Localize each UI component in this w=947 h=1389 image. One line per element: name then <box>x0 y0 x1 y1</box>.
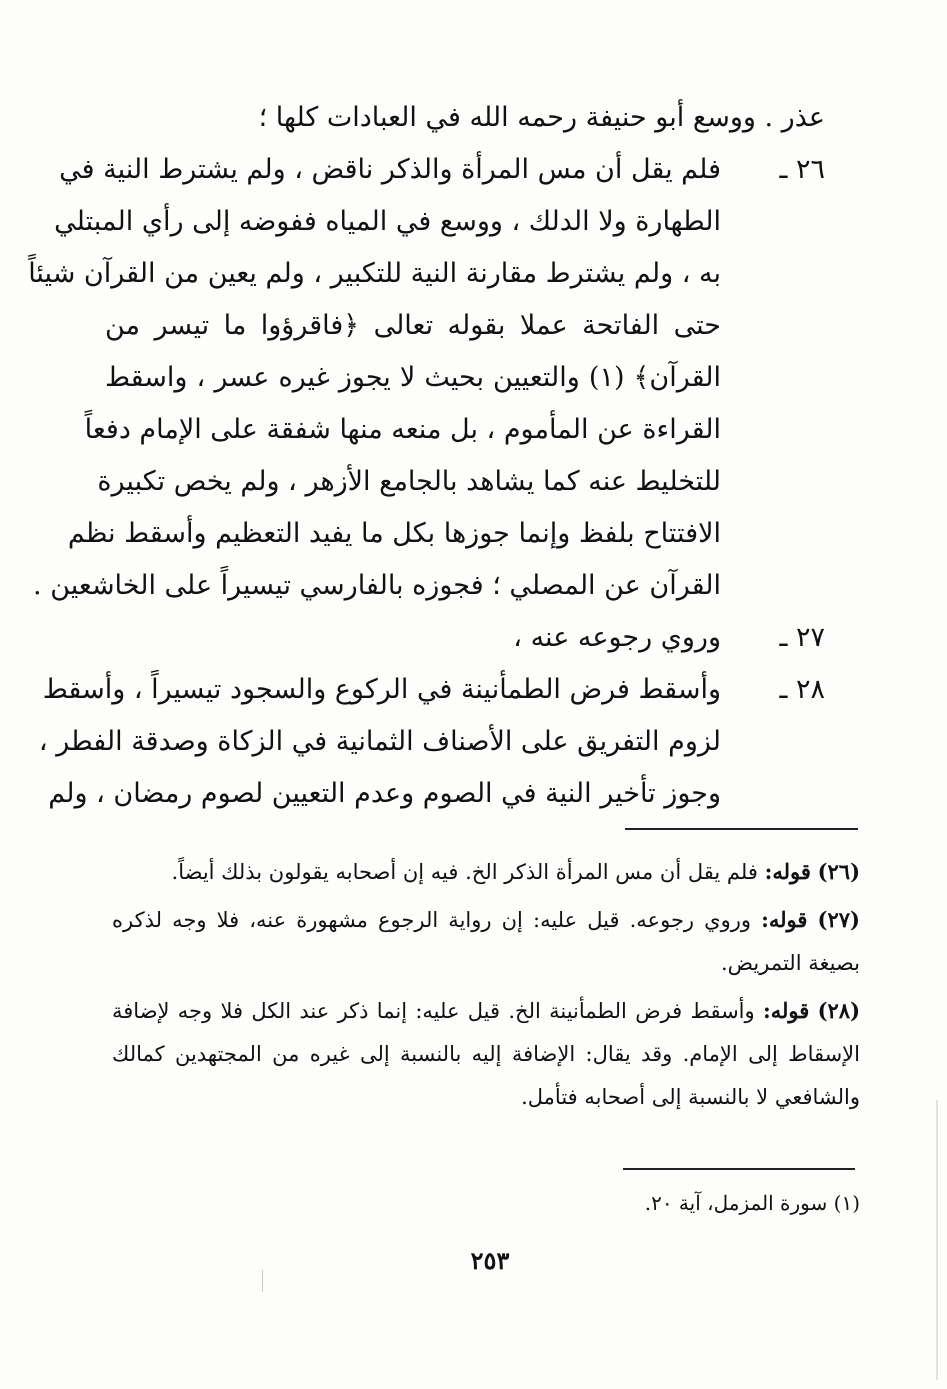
note-26 <box>112 850 860 894</box>
text-line: فلم يقل أن مس المرأة والذكر ناقض ، ولم يشترط النية في <box>59 154 721 185</box>
text-line: حتى الفاتحة عملا بقوله تعالى ﴿فاقرؤوا ما تيسر من <box>105 310 721 341</box>
text-line: الطهارة ولا الدلك ، ووسع في المياه ففوضه إلى رأي المبتلي <box>54 206 721 237</box>
note-number: (٢٦) <box>817 859 860 884</box>
paragraph-text <box>28 144 721 612</box>
paragraph-number: ٢٦ ـ <box>779 154 825 185</box>
note-27 <box>112 898 860 985</box>
text-line: لزوم التفريق على الأصناف الثمانية في الزكاة وصدقة الفطر ، <box>38 726 721 757</box>
text-line: القرآن عن المصلي ؛ فجوزه بالفارسي تيسيراً على الخاشعين . <box>33 570 721 601</box>
note-keyword: قوله: <box>764 859 811 884</box>
note-number: (٢٨) <box>817 998 860 1023</box>
text-line: وجوز تأخير النية في الصوم وعدم التعيين لصوم رمضان ، ولم <box>48 778 721 809</box>
text-line: القرآن﴾ (١) والتعيين بحيث لا يجوز غيره عسر ، واسقط <box>105 362 721 393</box>
footnote: (١) سورة المزمل، آية ٢٠. <box>644 1191 860 1215</box>
note-text: وروي رجوعه. قيل عليه: إن رواية الرجوع مشهورة عنه، فلا وجه لذكره بصيغة التمريض. <box>112 908 860 975</box>
main-text <box>28 92 825 820</box>
text-line: القراءة عن المأموم ، بل منعه منها شفقة على الإمام دفعاً <box>84 414 721 445</box>
opening-line: عذر . ووسع أبو حنيفة رحمه الله في العبادات كلها ؛ <box>258 102 825 133</box>
paragraph-27 <box>105 612 825 664</box>
paragraph-number: ٢٨ ـ <box>779 674 825 705</box>
paragraph-text <box>38 664 721 820</box>
paragraph-text <box>105 612 721 664</box>
footnote-divider <box>623 1168 855 1170</box>
paragraph-28 <box>38 664 825 820</box>
note-text: وأسقط فرض الطمأنينة الخ. قيل عليه: إنما ذكر عند الكل فلا وجه لإضافة الإسقاط إلى الإمام. وقد يقال: الإضافة إليه بالنسبة إلى غيره من المجتهدين كمالك والشافعي لا بالنسبة إلى أصحابه فتأمل. <box>112 999 860 1109</box>
text-line: وأسقط فرض الطمأنينة في الركوع والسجود تيسيراً ، وأسقط <box>42 674 721 705</box>
text-line: وروي رجوعه عنه ، <box>513 622 721 653</box>
text-line: به ، ولم يشترط مقارنة النية للتكبير ، ولم يعين من القرآن شيئاً <box>28 258 721 289</box>
text-line: الافتتاح بلفظ وإنما جوزها بكل ما يفيد التعظيم وأسقط نظم <box>67 518 721 549</box>
note-number: (٢٧) <box>817 907 860 932</box>
scan-mark <box>262 1270 263 1292</box>
text-line: للتخليط عنه كما يشاهد بالجامع الأزهر ، ولم يخص تكبيرة <box>97 466 721 497</box>
paragraph-number: ٢٧ ـ <box>779 622 825 653</box>
note-keyword: قوله: <box>761 907 808 932</box>
paragraph-26 <box>28 144 825 612</box>
page-number: ٢٥٣ <box>470 1246 510 1275</box>
notes-divider <box>625 828 858 830</box>
commentary-notes <box>112 850 860 1123</box>
note-keyword: قوله: <box>762 998 810 1023</box>
note-28 <box>112 989 860 1119</box>
scan-mark <box>936 1100 938 1380</box>
note-text: فلم يقل أن مس المرأة الذكر الخ. فيه إن أصحابه يقولون بذلك أيضاً. <box>171 860 758 884</box>
